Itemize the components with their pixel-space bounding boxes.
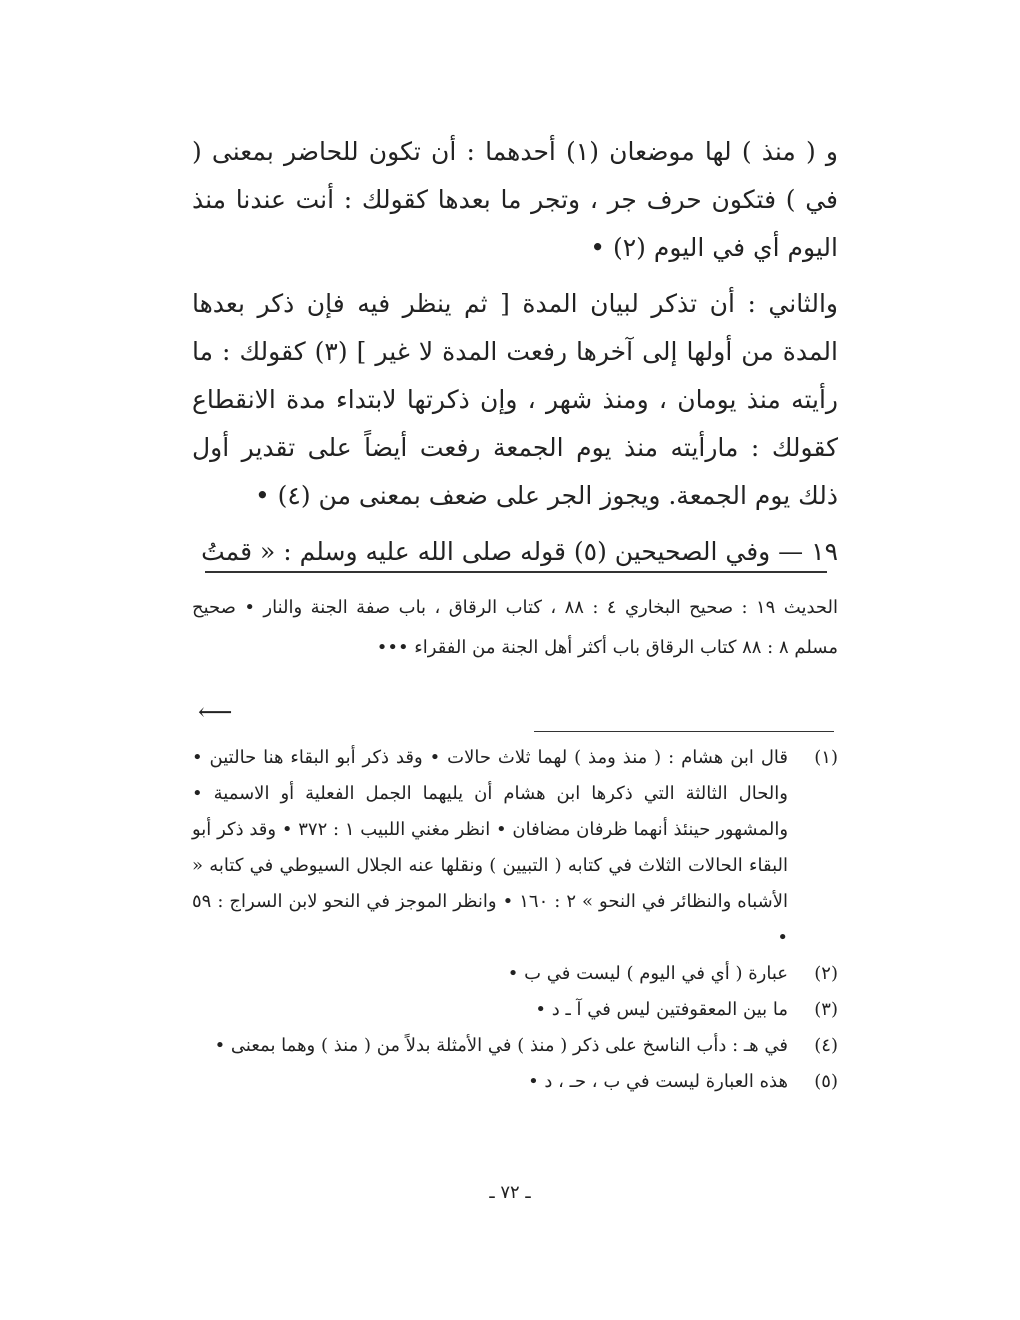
paragraph-mundhu-first-use: و ( منذ ) لها موضعان (١) أحدهما : أن تكون للحاضر بمعنى ( في ) فتكون حرف جر ، وتجر ما بعدها كقولك : أنت عندنا منذ اليوم أي في اليوم (٢) • — [192, 137, 838, 262]
hadith-separator-rule — [205, 571, 827, 573]
footnote-3 — [192, 992, 838, 1028]
footnote-text: قال ابن هشام : ( منذ ومذ ) لهما ثلاث حالات • وقد ذكر أبو البقاء هنا حالتين • والحال الثالثة التي ذكرها ابن هشام أن يليهما الجمل الفعلية أو الاسمية • والمشهور حينئذ أنهما ظرفان مضافان • انظر مغني اللبيب ١ : ٣٧٢ • وقد ذكر أبو البقاء الحالات الثلاث في كتابه ( التبيين ) ونقلها عنه الجلال السيوطي في كتابه « الأشباه والنظائر في النحو » ٢ : ١٦٠ • وانظر الموجز في النحو لابن السراج : ٥٩ • — [192, 747, 789, 948]
footnote-text: ما بين المعقوفتين ليس في آ ـ د • — [535, 999, 788, 1020]
footnote-number: (٣) — [814, 999, 838, 1020]
footnote-2 — [192, 956, 838, 992]
footnote-text: هذه العبارة ليست في ب ، حـ ، د • — [528, 1071, 788, 1092]
footnote-text: في هـ : دأب الناسخ على ذكر ( منذ ) في الأمثلة بدلاً من ( منذ ) وهما بمعنى • — [214, 1035, 788, 1056]
footnote-number: (٢) — [814, 963, 838, 984]
hadith-19-opening: ١٩ — وفي الصحيحين (٥) قوله صلى الله عليه وسلم : « قمتُ — [201, 537, 838, 566]
footnotes — [192, 740, 838, 1100]
continuation-arrow-icon: ⟵ — [198, 698, 233, 726]
footnote-separator-rule — [534, 731, 834, 732]
footnote-5 — [192, 1064, 838, 1100]
paragraph-mundhu-second-use: والثاني : أن تذكر لبيان المدة [ ثم ينظر فيه فإن ذكر بعدها المدة من أولها إلى آخرها رفعت المدة لا غير ] (٣) كقولك : ما رأيته منذ يومان ، ومنذ شهر ، وإن ذكرتها لابتداء مدة الانقطاع كقولك : مارأيته منذ يوم الجمعة رفعت أيضاً على تقدير أول ذلك يوم الجمعة. ويجوز الجر على ضعف بمعنى من (٤) • — [192, 289, 838, 510]
footnote-number: (٤) — [814, 1035, 838, 1056]
footnote-number: (٥) — [814, 1071, 838, 1092]
footnote-4 — [192, 1028, 838, 1064]
page-number: ـ ٧٢ ـ — [489, 1182, 531, 1203]
hadith-reference-note: الحديث ١٩ : صحيح البخاري ٤ : ٨٨ ، كتاب الرقاق ، باب صفة الجنة والنار • صحيح مسلم ٨ : ٨٨ كتاب الرقاق باب أكثر أهل الجنة من الفقراء ••• — [192, 597, 839, 658]
footnote-text: عبارة ( أي في اليوم ) ليست في ب • — [507, 963, 788, 984]
main-text — [192, 128, 838, 576]
footnote-1 — [192, 740, 838, 956]
footnote-number: (١) — [814, 747, 838, 768]
